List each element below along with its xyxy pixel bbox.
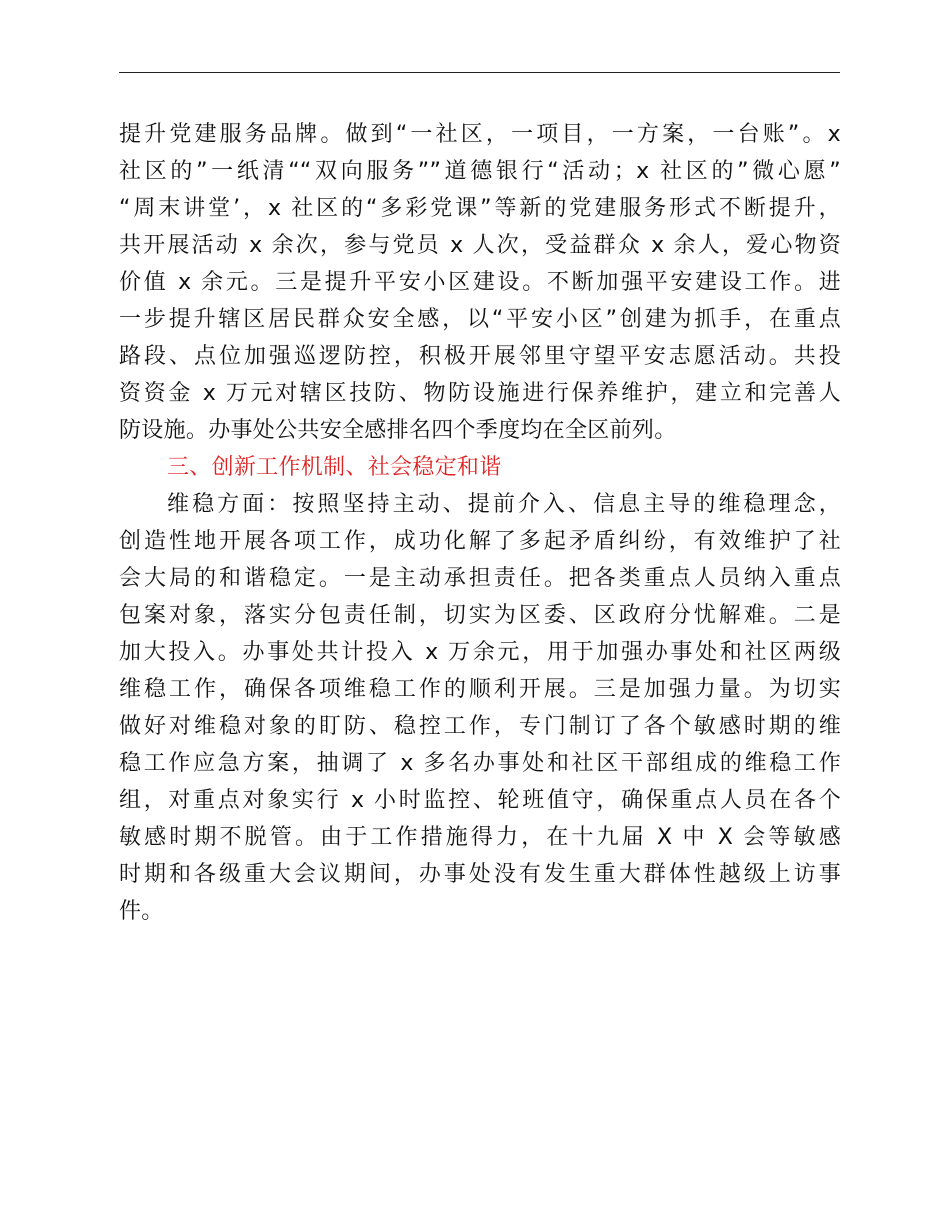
header-rule: [119, 72, 840, 73]
text-line: 加大投入。办事处共计投入 x 万余元，用于加强办事处和社区两级: [119, 640, 841, 665]
text-line: 时期和各级重大会议期间，办事处没有发生重大群体性越级上访事: [119, 862, 841, 887]
text-line: 稳工作应急方案，抽调了 x 多名办事处和社区干部组成的维稳工作: [119, 751, 841, 776]
text-line: 一步提升辖区居民群众安全感，以“平安小区”创建为抓手，在重点: [119, 307, 841, 332]
text-line: 包案对象，落实分包责任制，切实为区委、区政府分忧解难。二是: [119, 603, 841, 628]
text-line: 会大局的和谐稳定。一是主动承担责任。把各类重点人员纳入重点: [119, 566, 841, 591]
text-line: 做好对维稳对象的盯防、稳控工作，专门制订了各个敏感时期的维: [119, 714, 841, 739]
text-line: “周末讲堂’，x 社区的“多彩党课”等新的党建服务形式不断提升，: [119, 196, 841, 221]
text-line: 共开展活动 x 余次，参与党员 x 人次，受益群众 x 余人，爱心物资: [119, 233, 841, 258]
section-heading: 三、创新工作机制、社会稳定和谐: [167, 455, 502, 480]
text-line: 资资金 x 万元对辖区技防、物防设施进行保养维护，建立和完善人: [119, 381, 841, 406]
document-body: [119, 116, 841, 930]
text-line: 维稳方面：按照坚持主动、提前介入、信息主导的维稳理念，: [167, 492, 841, 517]
paragraph-stability: [119, 486, 841, 930]
text-line: 提升党建服务品牌。做到“一社区，一项目，一方案，一台账”。x: [119, 122, 841, 147]
paragraph-party-building: [119, 116, 841, 449]
text-line: 件。: [119, 899, 164, 924]
text-line: 组，对重点对象实行 x 小时监控、轮班值守，确保重点人员在各个: [119, 788, 841, 813]
text-line: 防设施。办事处公共安全感排名四个季度均在全区前列。: [119, 418, 677, 443]
text-line: 创造性地开展各项工作，成功化解了多起矛盾纠纷，有效维护了社: [119, 529, 841, 554]
text-line: 社区的”一纸清““双向服务””道德银行“活动；x 社区的”微心愿”: [119, 159, 841, 184]
text-line: 路段、点位加强巡逻防控，积极开展邻里守望平安志愿活动。共投: [119, 344, 841, 369]
text-line: 敏感时期不脱管。由于工作措施得力，在十九届 X 中 X 会等敏感: [119, 825, 841, 850]
text-line: 维稳工作，确保各项维稳工作的顺利开展。三是加强力量。为切实: [119, 677, 841, 702]
text-line: 价值 x 余元。三是提升平安小区建设。不断加强平安建设工作。进: [119, 270, 841, 295]
